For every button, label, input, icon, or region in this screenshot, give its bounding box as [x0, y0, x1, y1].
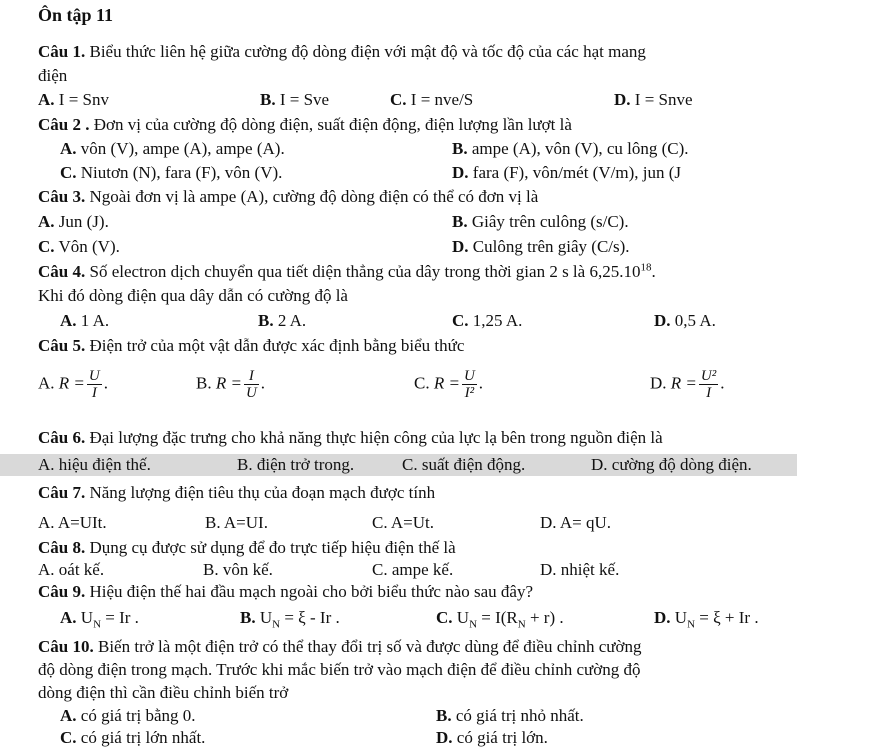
question-number: Câu 5.: [38, 336, 86, 355]
option-d[interactable]: D. cường độ dòng điện.: [591, 455, 752, 474]
question-7: [38, 483, 435, 503]
option-a[interactable]: A. oát kế.: [38, 560, 105, 579]
option-b[interactable]: B. ampe (A), vôn (V), cu lông (C).: [452, 139, 689, 158]
option-d[interactable]: D. A= qU.: [540, 513, 611, 532]
question-number: Câu 6.: [38, 428, 86, 447]
option-c[interactable]: C. R = $\frac{U}{\text{I²}}$ .: [414, 368, 484, 401]
question-text: Dụng cụ được sử dụng để đo trực tiếp hiệu điện thế là: [85, 538, 456, 557]
option-a[interactable]: A. A=UIt.: [38, 513, 107, 532]
question-number: Câu 8.: [38, 538, 86, 557]
option-b[interactable]: B. I = Sve: [260, 90, 330, 109]
question-text: Đơn vị của cường độ dòng điện, suất điện động, điện lượng lần lượt là: [89, 115, 572, 134]
question-text: Biến trở là một điện trở có thể thay đổi trị số và được dùng để điều chỉnh cường: [93, 637, 642, 656]
question-number: Câu 9.: [38, 582, 86, 601]
question-number: Câu 10.: [38, 637, 94, 656]
option-d[interactable]: D. R = $\frac{\text{U²}}{I}$ .: [650, 368, 725, 401]
option-c[interactable]: C. 1,25 A.: [452, 311, 523, 330]
question-1: [38, 42, 646, 62]
option-c[interactable]: C. ampe kế.: [372, 560, 454, 579]
exponent: 18: [640, 261, 652, 274]
option-c[interactable]: C. Niutơn (N), fara (F), vôn (V).: [60, 163, 283, 182]
fraction: $\frac{U}{\text{I²}}$: [463, 368, 475, 401]
question-3: [38, 187, 538, 207]
question-6: [38, 428, 663, 448]
question-4: Câu 4. Số electron dịch chuyển qua tiết diện thẳng của dây trong thời gian 2 s là 6,25.10$^{18}$.: [38, 261, 656, 281]
option-b[interactable]: B. vôn kế.: [203, 560, 273, 579]
question-text: Năng lượng điện tiêu thụ của đoạn mạch được tính: [85, 483, 436, 502]
option-a[interactable]: A. vôn (V), ampe (A), ampe (A).: [60, 139, 285, 158]
fraction: $\frac{I}{U}$: [245, 368, 257, 401]
option-a[interactable]: A. $U_N = Ir$ .: [60, 608, 139, 631]
fraction: $\frac{\text{U²}}{I}$: [700, 368, 717, 401]
question-text: Đại lượng đặc trưng cho khả năng thực hiện công của lực lạ bên trong nguồn điện là: [85, 428, 663, 447]
question-2: [38, 115, 572, 135]
question-text-cont: dòng điện thì cần điều chỉnh biến trở: [38, 683, 289, 702]
option-a[interactable]: A. 1 A.: [60, 311, 110, 330]
option-c[interactable]: C. có giá trị lớn nhất.: [60, 728, 206, 747]
option-d[interactable]: D. fara (F), vôn/mét (V/m), jun (J: [452, 163, 681, 182]
question-text-cont: độ dòng điện trong mạch. Trước khi mắc biến trở vào mạch điện để điều chỉnh cường độ: [38, 660, 641, 679]
question-text-cont: Khi đó dòng điện qua dây dẫn có cường độ là: [38, 286, 348, 305]
option-b[interactable]: B. A=UI.: [205, 513, 268, 532]
option-a[interactable]: A. Jun (J).: [38, 212, 109, 231]
question-text: Hiệu điện thế hai đầu mạch ngoài cho bởi biểu thức nào sau đây?: [85, 582, 534, 601]
option-a[interactable]: A. R = $\frac{U}{I}$ .: [38, 368, 108, 401]
question-9: [38, 582, 533, 602]
page-title: Ôn tập 11: [38, 5, 114, 25]
option-c[interactable]: C. $U_N = I(R_N + r)$ .: [436, 608, 564, 631]
option-b[interactable]: B. 2 A.: [258, 311, 307, 330]
fraction: $\frac{U}{I}$: [88, 368, 100, 401]
option-b[interactable]: B. Giây trên culông (s/C).: [452, 212, 629, 231]
option-c[interactable]: C. I = nve/S: [390, 90, 474, 109]
question-number: Câu 1.: [38, 42, 86, 61]
option-a[interactable]: A. I = Snv: [38, 90, 109, 109]
question-10: [38, 637, 641, 657]
option-b[interactable]: B. điện trở trong.: [237, 455, 355, 474]
option-d[interactable]: D. I = Snve: [614, 90, 693, 109]
option-b[interactable]: B. có giá trị nhỏ nhất.: [436, 706, 584, 725]
option-d[interactable]: D. có giá trị lớn.: [436, 728, 548, 747]
option-c[interactable]: C. A=Ut.: [372, 513, 435, 532]
question-number: Câu 3.: [38, 187, 86, 206]
option-a[interactable]: A. có giá trị bằng 0.: [60, 706, 196, 725]
question-number: Câu 2 .: [38, 115, 90, 134]
question-8: [38, 538, 456, 558]
option-b[interactable]: B. R = $\frac{I}{U}$ .: [196, 368, 266, 401]
question-number: Câu 7.: [38, 483, 86, 502]
option-c[interactable]: C. suất điện động.: [402, 455, 526, 474]
question-number: Câu 4.: [38, 262, 86, 281]
question-5: [38, 336, 464, 356]
question-text: Số electron dịch chuyển qua tiết diện thẳng của dây trong thời gian 2 s là 6,25.10: [85, 262, 641, 281]
question-text: Ngoài đơn vị là ampe (A), cường độ dòng điện có thể có đơn vị là: [85, 187, 539, 206]
option-d[interactable]: D. 0,5 A.: [654, 311, 716, 330]
option-d[interactable]: D. $U_N = \xi + Ir$ .: [654, 608, 759, 631]
question-text: Điện trở của một vật dẫn được xác định bằng biểu thức: [85, 336, 465, 355]
question-text: Biểu thức liên hệ giữa cường độ dòng điện với mật độ và tốc độ của các hạt mang: [85, 42, 646, 61]
option-c[interactable]: C. Vôn (V).: [38, 237, 120, 256]
question-text-cont: điện: [38, 66, 68, 85]
option-d[interactable]: D. Culông trên giây (C/s).: [452, 237, 630, 256]
option-d[interactable]: D. nhiệt kế.: [540, 560, 620, 579]
option-a[interactable]: A. hiệu điện thế.: [38, 455, 151, 474]
option-b[interactable]: B. $U_N = \xi - Ir$ .: [240, 608, 340, 631]
